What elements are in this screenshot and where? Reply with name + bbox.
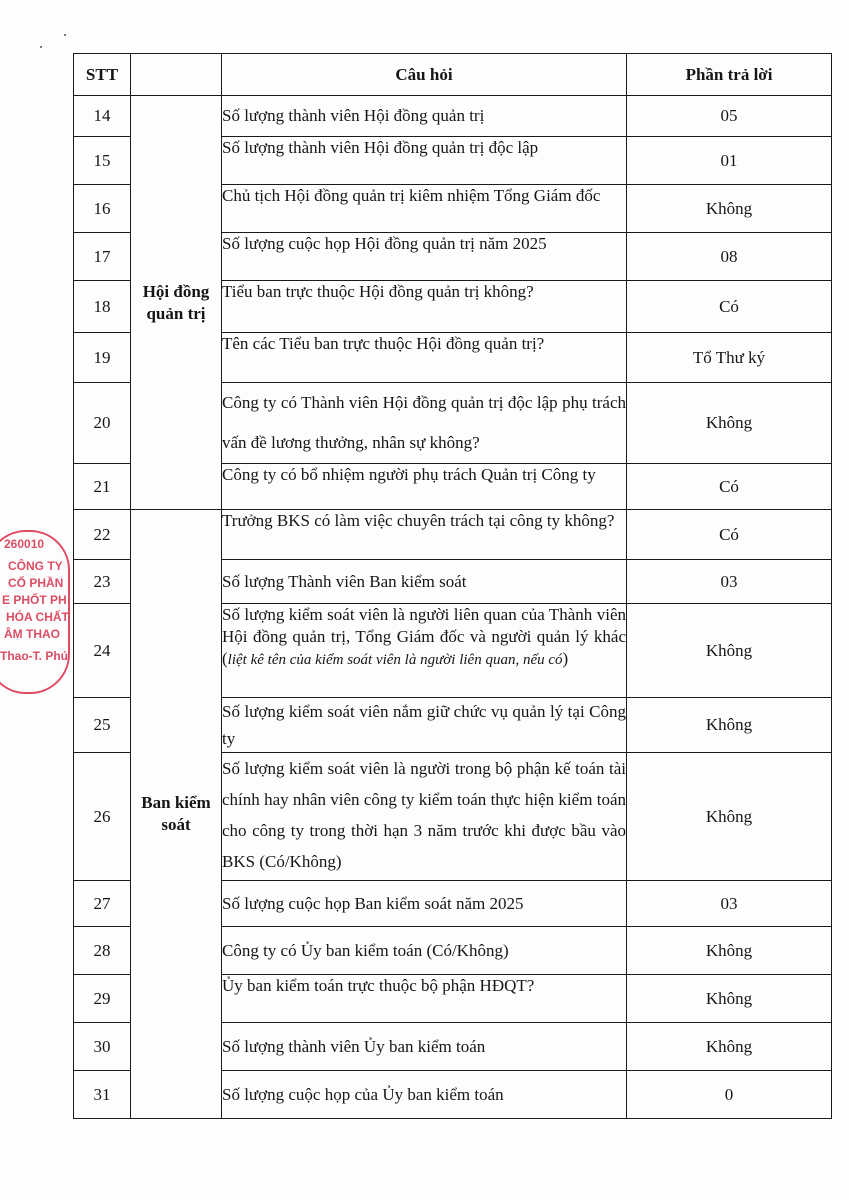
question-cell: [222, 604, 627, 698]
question-cell: Số lượng kiểm soát viên là người trong bộ phận kế toán tài chính hay nhân viên công ty kiểm toán thực hiện kiểm toán cho công ty trong thời hạn 3 năm trước khi được bầu vào BKS (Có/Không): [222, 753, 627, 881]
row-number: 16: [74, 185, 131, 233]
answer-cell: Có: [627, 464, 832, 510]
answer-cell: 08: [627, 233, 832, 281]
answer-cell: Không: [627, 604, 832, 698]
row-number: 17: [74, 233, 131, 281]
question-cell: Tiểu ban trực thuộc Hội đồng quản trị không?: [222, 281, 627, 333]
answer-cell: Không: [627, 383, 832, 464]
answer-cell: 03: [627, 881, 832, 927]
governance-table: [73, 53, 832, 1119]
seal-text: E PHỐT PH: [2, 593, 67, 607]
scan-speck: [64, 34, 66, 36]
row-number: 22: [74, 510, 131, 560]
question-cell: Số lượng thành viên Ủy ban kiểm toán: [222, 1023, 627, 1071]
header-question: Câu hỏi: [222, 54, 627, 96]
row-number: 25: [74, 698, 131, 753]
group-supervisory-line1: Ban kiểm: [141, 793, 211, 812]
group-board-line1: Hội đồng: [142, 281, 210, 301]
row-number: 14: [74, 96, 131, 137]
question-cell: Số lượng cuộc họp Hội đồng quản trị năm 2025: [222, 233, 627, 281]
header-row: [74, 54, 832, 96]
row-number: 18: [74, 281, 131, 333]
question-cell: Công ty có bổ nhiệm người phụ trách Quản trị Công ty: [222, 464, 627, 510]
group-supervisory-line2: soát: [161, 815, 191, 834]
answer-cell: Tổ Thư ký: [627, 333, 832, 383]
seal-text: CÔNG TY: [8, 559, 63, 573]
seal-text: 260010: [4, 537, 45, 551]
question-cell: Số lượng thành viên Hội đồng quản trị: [222, 96, 627, 137]
answer-cell: Không: [627, 1023, 832, 1071]
row-number: 24: [74, 604, 131, 698]
answer-cell: Không: [627, 185, 832, 233]
answer-cell: Có: [627, 281, 832, 333]
row-number: 29: [74, 975, 131, 1023]
question-text-end: ): [562, 649, 569, 668]
answer-cell: Không: [627, 975, 832, 1023]
table-row: [74, 510, 832, 560]
header-stt: STT: [74, 54, 131, 96]
header-group: [131, 54, 222, 96]
row-number: 27: [74, 881, 131, 927]
row-number: 31: [74, 1071, 131, 1119]
question-cell: Số lượng cuộc họp Ban kiểm soát năm 2025: [222, 881, 627, 927]
question-cell: Tên các Tiểu ban trực thuộc Hội đồng quản trị?: [222, 333, 627, 383]
question-cell: Công ty có Thành viên Hội đồng quản trị độc lập phụ trách vấn đề lương thưởng, nhân sự không?: [222, 383, 627, 464]
answer-cell: 01: [627, 137, 832, 185]
answer-cell: Có: [627, 510, 832, 560]
question-note: liệt kê tên của kiểm soát viên là người liên quan, nếu có: [227, 652, 563, 668]
row-number: 15: [74, 137, 131, 185]
question-cell: Chủ tịch Hội đồng quản trị kiêm nhiệm Tổng Giám đốc: [222, 185, 627, 233]
seal-text: Thao-T. Phú: [0, 649, 68, 663]
question-cell: Số lượng Thành viên Ban kiểm soát: [222, 560, 627, 604]
row-number: 30: [74, 1023, 131, 1071]
answer-cell: 0: [627, 1071, 832, 1119]
row-number: 19: [74, 333, 131, 383]
group-supervisory: [131, 510, 222, 1119]
answer-cell: 03: [627, 560, 832, 604]
company-seal-stamp: [0, 524, 70, 692]
question-cell: Công ty có Ủy ban kiểm toán (Có/Không): [222, 927, 627, 975]
answer-cell: 05: [627, 96, 832, 137]
row-number: 26: [74, 753, 131, 881]
table-row: [74, 96, 832, 137]
group-board-line2: quản trị: [146, 303, 206, 323]
seal-text: ÂM THAO: [4, 627, 60, 641]
scan-speck: [40, 46, 42, 48]
question-cell: Trưởng BKS có làm việc chuyên trách tại công ty không?: [222, 510, 627, 560]
answer-cell: Không: [627, 927, 832, 975]
row-number: 21: [74, 464, 131, 510]
row-number: 20: [74, 383, 131, 464]
question-cell: Ủy ban kiểm toán trực thuộc bộ phận HĐQT?: [222, 975, 627, 1023]
row-number: 23: [74, 560, 131, 604]
question-text: Số lượng kiểm soát viên là người liên quan của Thành viên Hội đồng quản trị, Tổng Giám đốc và người quản lý khác (: [222, 605, 626, 668]
seal-text: HÓA CHẤT: [6, 610, 69, 624]
seal-text: CỔ PHẦN: [8, 576, 64, 590]
question-cell: Số lượng kiểm soát viên nắm giữ chức vụ quản lý tại Công ty: [222, 698, 627, 753]
header-answer: Phần trả lời: [627, 54, 832, 96]
group-board: [131, 96, 222, 510]
row-number: 28: [74, 927, 131, 975]
question-cell: Số lượng thành viên Hội đồng quản trị độc lập: [222, 137, 627, 185]
question-cell: Số lượng cuộc họp của Ủy ban kiểm toán: [222, 1071, 627, 1119]
answer-cell: Không: [627, 753, 832, 881]
answer-cell: Không: [627, 698, 832, 753]
